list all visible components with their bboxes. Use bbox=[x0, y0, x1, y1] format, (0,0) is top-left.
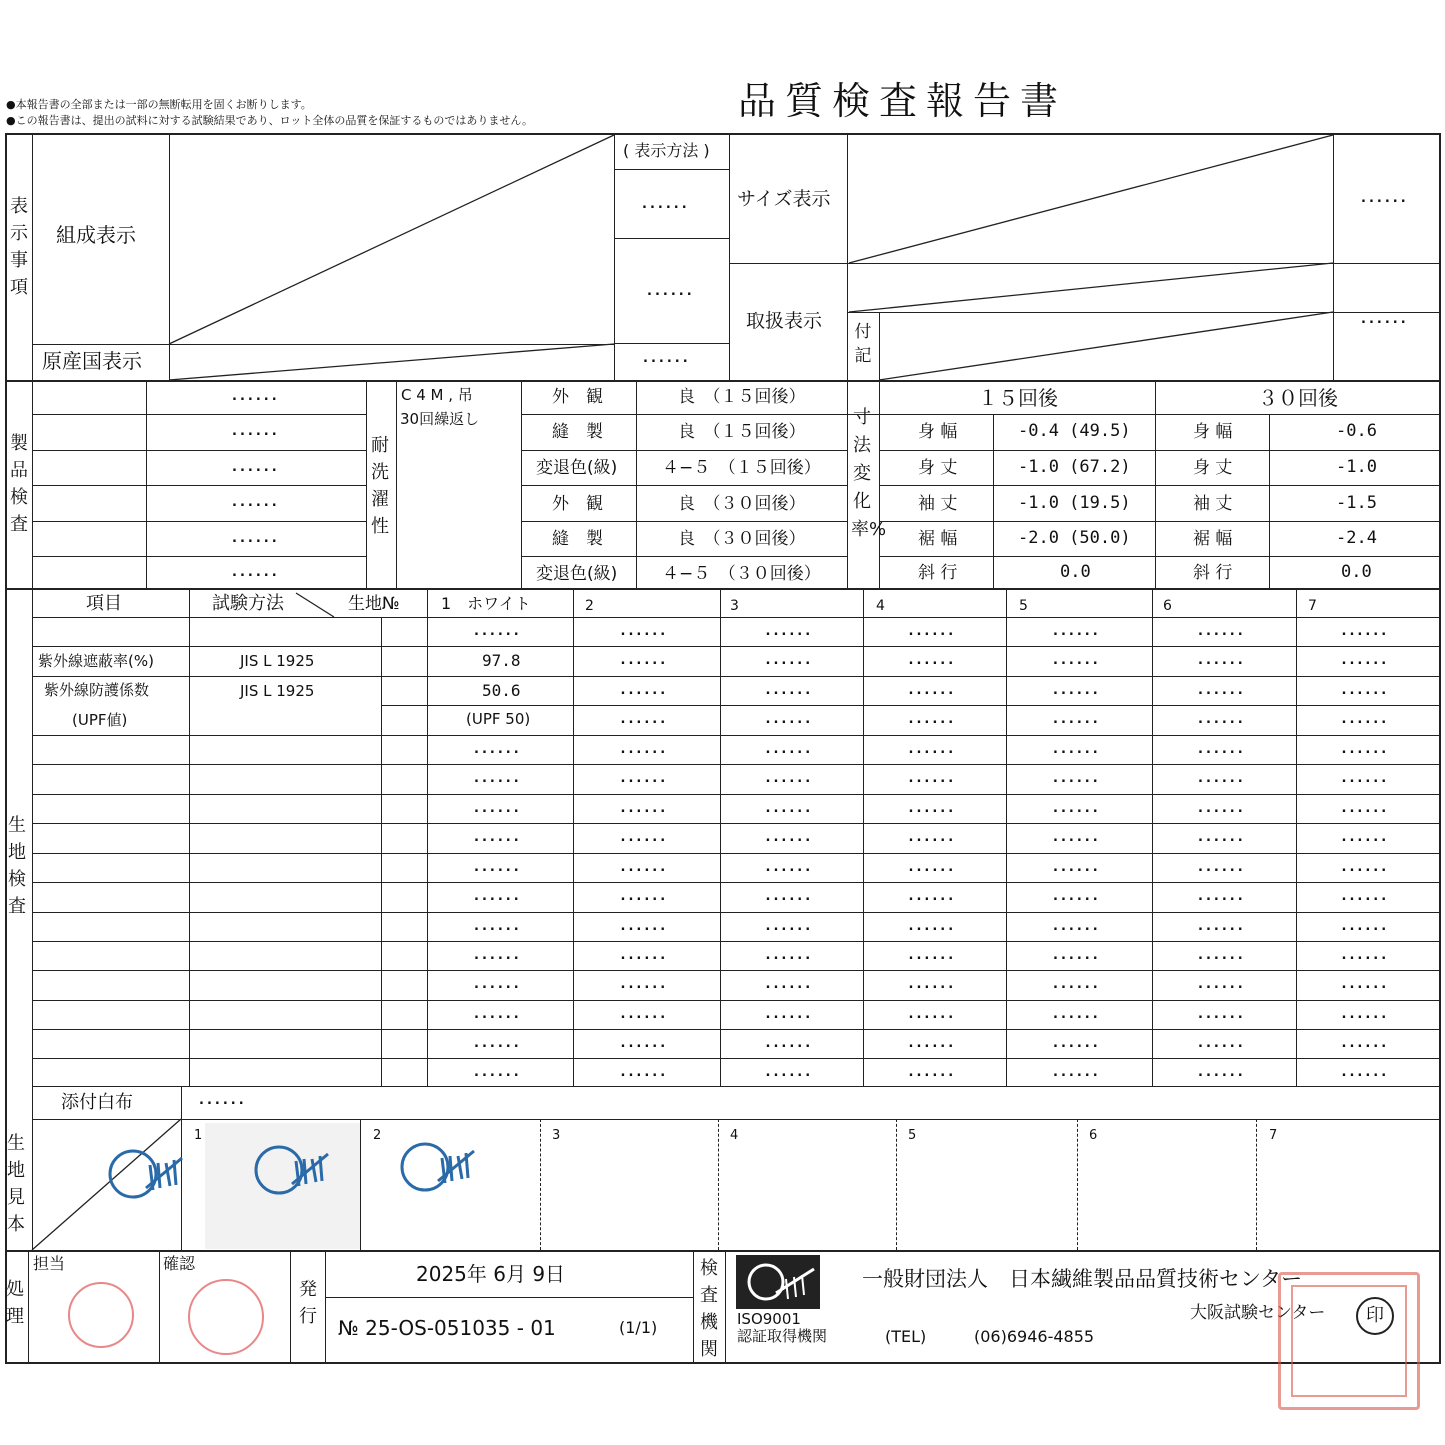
placeholder-dots: ...... bbox=[908, 948, 957, 963]
white-cloth-label: 添付白布 bbox=[61, 1092, 133, 1113]
section-label-fabric: 生地検査 bbox=[8, 815, 26, 917]
placeholder-dots: ...... bbox=[908, 712, 957, 727]
page-title: 品質検査報告書 bbox=[738, 79, 1068, 123]
placeholder-dots: ...... bbox=[1053, 919, 1101, 934]
placeholder-dots: ...... bbox=[1341, 830, 1390, 845]
tel-number: (06)6946-4855 bbox=[974, 1327, 1095, 1346]
uv-shield-method: JIS L 1925 bbox=[240, 652, 315, 670]
tel-label: (TEL) bbox=[885, 1327, 927, 1346]
placeholder-dots: ...... bbox=[765, 919, 814, 934]
placeholder-dots: ...... bbox=[1053, 830, 1101, 845]
dim-item-15: 袖 丈 bbox=[918, 494, 958, 514]
product-dots-6: ...... bbox=[232, 565, 280, 580]
sample-5-header: 5 bbox=[1019, 598, 1028, 614]
placeholder-dots: ...... bbox=[620, 801, 669, 816]
product-dots-4: ...... bbox=[232, 495, 280, 510]
sample-slot-7: 7 bbox=[1269, 1128, 1278, 1143]
sample-slot-2: 2 bbox=[373, 1128, 382, 1143]
placeholder-dots: ...... bbox=[1198, 830, 1246, 845]
placeholder-dots: ...... bbox=[474, 801, 522, 816]
placeholder-dots: ...... bbox=[474, 830, 522, 845]
placeholder-dots: ...... bbox=[765, 1036, 814, 1051]
organization-seal-stamp bbox=[1278, 1272, 1420, 1410]
placeholder-dots: ...... bbox=[1198, 801, 1246, 816]
placeholder-dots: ...... bbox=[908, 919, 957, 934]
placeholder-dots: ...... bbox=[1341, 712, 1390, 727]
product-dots-3: ...... bbox=[232, 460, 280, 475]
notice-2: ●この報告書は、提出の試料に対する試験結果であり、ロット全体の品質を保証するものではありません。 bbox=[6, 114, 534, 127]
dim-value-15: -1.0 (19.5) bbox=[1018, 493, 1131, 513]
dim-value-15: 0.0 bbox=[1060, 562, 1091, 582]
placeholder-dots: ...... bbox=[1198, 919, 1246, 934]
wash-item: 外 観 bbox=[552, 387, 603, 407]
display-dots-2: ...... bbox=[647, 284, 695, 299]
placeholder-dots: ...... bbox=[1198, 712, 1246, 727]
wash-result: ４−５ （３０回後） bbox=[662, 564, 821, 584]
placeholder-dots: ...... bbox=[908, 742, 957, 757]
wash-condition-1: C 4 M , 吊 bbox=[401, 386, 473, 404]
placeholder-dots: ...... bbox=[765, 653, 814, 668]
section-label-process: 処理 bbox=[6, 1279, 24, 1327]
product-dots-5: ...... bbox=[232, 531, 280, 546]
sample-3-header: 3 bbox=[730, 598, 739, 614]
uv-protection-value: 50.6 bbox=[482, 681, 521, 700]
placeholder-dots: ...... bbox=[474, 1007, 522, 1022]
placeholder-dots: ...... bbox=[765, 977, 814, 992]
placeholder-dots: ...... bbox=[1341, 683, 1390, 698]
in-charge-hanko bbox=[68, 1282, 134, 1348]
seal-glyph: 印 bbox=[1366, 1305, 1384, 1326]
iso-note: 認証取得機関 bbox=[737, 1327, 828, 1345]
care-dots: ...... bbox=[1361, 312, 1409, 327]
placeholder-dots: ...... bbox=[908, 830, 957, 845]
dim-value-30: -1.0 bbox=[1336, 457, 1377, 477]
uv-protection-method: JIS L 1925 bbox=[240, 682, 315, 700]
sample-slot-5: 5 bbox=[908, 1128, 917, 1143]
placeholder-dots: ...... bbox=[1198, 683, 1246, 698]
branch-name: 大阪試験センター bbox=[1190, 1303, 1326, 1323]
report-number: № 25-OS-051035 - 01 bbox=[338, 1316, 556, 1340]
origin-label: 原産国表示 bbox=[42, 349, 142, 373]
placeholder-dots: ...... bbox=[1198, 771, 1246, 786]
placeholder-dots: ...... bbox=[620, 624, 669, 639]
sample-1-header: 1 ホワイト bbox=[441, 594, 531, 613]
placeholder-dots: ...... bbox=[1053, 977, 1101, 992]
placeholder-dots: ...... bbox=[1053, 742, 1101, 757]
sample-4-header: 4 bbox=[876, 598, 885, 614]
placeholder-dots: ...... bbox=[765, 948, 814, 963]
placeholder-dots: ...... bbox=[1341, 1036, 1390, 1051]
sample-slot-4: 4 bbox=[730, 1128, 739, 1143]
placeholder-dots: ...... bbox=[1198, 653, 1246, 668]
placeholder-dots: ...... bbox=[908, 801, 957, 816]
placeholder-dots: ...... bbox=[620, 889, 669, 904]
placeholder-dots: ...... bbox=[1341, 742, 1390, 757]
qtec-logo-icon bbox=[736, 1255, 820, 1309]
composition-label: 組成表示 bbox=[56, 223, 136, 247]
dimension-header-15: １５回後 bbox=[978, 386, 1058, 410]
placeholder-dots: ...... bbox=[1341, 1007, 1390, 1022]
placeholder-dots: ...... bbox=[1053, 683, 1101, 698]
placeholder-dots: ...... bbox=[1198, 742, 1246, 757]
dim-value-30: -1.5 bbox=[1336, 493, 1377, 513]
wash-item: 変退色(級) bbox=[536, 564, 618, 584]
placeholder-dots: ...... bbox=[620, 977, 669, 992]
placeholder-dots: ...... bbox=[1053, 889, 1101, 904]
sample-2-header: 2 bbox=[585, 598, 594, 614]
col-item-header: 項目 bbox=[86, 593, 122, 614]
product-dots-2: ...... bbox=[232, 424, 280, 439]
dim-value-15: -1.0 (67.2) bbox=[1018, 457, 1131, 477]
issue-date: 2025年 6月 9日 bbox=[416, 1262, 566, 1286]
placeholder-dots: ...... bbox=[1198, 889, 1246, 904]
placeholder-dots: ...... bbox=[908, 624, 957, 639]
placeholder-dots: ...... bbox=[1341, 977, 1390, 992]
placeholder-dots: ...... bbox=[1341, 919, 1390, 934]
issue-label: 発行 bbox=[299, 1279, 317, 1327]
placeholder-dots: ...... bbox=[1198, 860, 1246, 875]
sample-6-header: 6 bbox=[1163, 598, 1172, 614]
col-method-header: 試験方法 bbox=[212, 593, 284, 614]
sample-slot-6: 6 bbox=[1089, 1128, 1098, 1143]
placeholder-dots: ...... bbox=[1053, 771, 1101, 786]
placeholder-dots: ...... bbox=[474, 771, 522, 786]
placeholder-dots: ...... bbox=[1341, 948, 1390, 963]
wash-condition-2: 30回繰返し bbox=[400, 410, 480, 428]
placeholder-dots: ...... bbox=[765, 712, 814, 727]
placeholder-dots: ...... bbox=[620, 1007, 669, 1022]
dim-value-15: -2.0 (50.0) bbox=[1018, 528, 1131, 548]
sample-slot-1: 1 bbox=[194, 1128, 203, 1143]
placeholder-dots: ...... bbox=[474, 889, 522, 904]
uv-shield-label: 紫外線遮蔽率(%) bbox=[38, 652, 154, 670]
placeholder-dots: ...... bbox=[908, 1065, 957, 1080]
placeholder-dots: ...... bbox=[765, 1007, 814, 1022]
placeholder-dots: ...... bbox=[620, 830, 669, 845]
upf-label: (UPF値) bbox=[72, 711, 128, 729]
section-label-sample: 生地見本 bbox=[7, 1133, 25, 1235]
placeholder-dots: ...... bbox=[1198, 977, 1246, 992]
placeholder-dots: ...... bbox=[908, 653, 957, 668]
placeholder-dots: ...... bbox=[1053, 801, 1101, 816]
size-display-label: サイズ表示 bbox=[737, 188, 831, 210]
dim-item-30: 斜 行 bbox=[1193, 563, 1233, 583]
dimension-change-label: 寸法変化率% bbox=[851, 407, 887, 540]
placeholder-dots: ...... bbox=[1053, 624, 1101, 639]
placeholder-dots: ...... bbox=[908, 1036, 957, 1051]
placeholder-dots: ...... bbox=[1198, 1007, 1246, 1022]
dim-item-15: 身 幅 bbox=[918, 422, 958, 442]
wash-item: 外 観 bbox=[552, 494, 603, 514]
placeholder-dots: ...... bbox=[1341, 653, 1390, 668]
white-cloth-dots: ...... bbox=[199, 1093, 247, 1108]
dim-item-30: 裾 幅 bbox=[1193, 529, 1233, 549]
placeholder-dots: ...... bbox=[1053, 860, 1101, 875]
dim-item-15: 裾 幅 bbox=[918, 529, 958, 549]
placeholder-dots: ...... bbox=[620, 1065, 669, 1080]
placeholder-dots: ...... bbox=[1341, 771, 1390, 786]
iso-label: ISO9001 bbox=[737, 1310, 801, 1328]
organization-name: 一般財団法人 日本繊維製品品質技術センター bbox=[862, 1267, 1303, 1291]
notice-1: ●本報告書の全部または一部の無断転用を固くお断りします。 bbox=[6, 98, 312, 111]
placeholder-dots: ...... bbox=[908, 1007, 957, 1022]
placeholder-dots: ...... bbox=[1198, 624, 1246, 639]
placeholder-dots: ...... bbox=[620, 683, 669, 698]
placeholder-dots: ...... bbox=[1341, 860, 1390, 875]
uv-shield-value: 97.8 bbox=[482, 651, 521, 670]
placeholder-dots: ...... bbox=[1053, 712, 1101, 727]
wash-item: 変退色(級) bbox=[536, 458, 618, 478]
agency-label: 検査機関 bbox=[700, 1258, 718, 1360]
sample-slot-3: 3 bbox=[552, 1128, 561, 1143]
placeholder-dots: ...... bbox=[474, 742, 522, 757]
placeholder-dots: ...... bbox=[474, 977, 522, 992]
wash-result: ４−５ （１５回後） bbox=[662, 458, 821, 478]
placeholder-dots: ...... bbox=[620, 948, 669, 963]
placeholder-dots: ...... bbox=[620, 653, 669, 668]
placeholder-dots: ...... bbox=[474, 624, 522, 639]
size-dots: ...... bbox=[1361, 191, 1409, 206]
placeholder-dots: ...... bbox=[474, 1065, 522, 1080]
confirm-label: 確認 bbox=[163, 1254, 196, 1273]
wash-result: 良 （３０回後） bbox=[678, 529, 806, 549]
dim-item-30: 袖 丈 bbox=[1193, 494, 1233, 514]
dim-value-30: -0.6 bbox=[1336, 421, 1377, 441]
placeholder-dots: ...... bbox=[765, 1065, 814, 1080]
dim-value-30: -2.4 bbox=[1336, 528, 1377, 548]
uv-protection-label: 紫外線防護係数 bbox=[44, 681, 150, 699]
in-charge-label: 担当 bbox=[33, 1254, 66, 1273]
placeholder-dots: ...... bbox=[1053, 1065, 1101, 1080]
placeholder-dots: ...... bbox=[474, 948, 522, 963]
display-dots-1: ...... bbox=[642, 197, 690, 212]
wash-result: 良 （１５回後） bbox=[678, 387, 806, 407]
placeholder-dots: ...... bbox=[1198, 948, 1246, 963]
placeholder-dots: ...... bbox=[620, 742, 669, 757]
placeholder-dots: ...... bbox=[1198, 1065, 1246, 1080]
placeholder-dots: ...... bbox=[908, 889, 957, 904]
placeholder-dots: ...... bbox=[1198, 1036, 1246, 1051]
dim-item-15: 身 丈 bbox=[918, 458, 958, 478]
page-count: (1/1) bbox=[619, 1318, 658, 1337]
wash-result: 良 （３０回後） bbox=[678, 494, 806, 514]
placeholder-dots: ...... bbox=[765, 889, 814, 904]
placeholder-dots: ...... bbox=[1053, 948, 1101, 963]
placeholder-dots: ...... bbox=[765, 683, 814, 698]
qtec-seal-icon bbox=[256, 1147, 328, 1193]
placeholder-dots: ...... bbox=[474, 919, 522, 934]
wash-durability-label: 耐洗濯性 bbox=[371, 435, 389, 537]
wash-item: 縫 製 bbox=[552, 422, 603, 442]
placeholder-dots: ...... bbox=[765, 830, 814, 845]
placeholder-dots: ...... bbox=[620, 771, 669, 786]
wash-result: 良 （１５回後） bbox=[678, 422, 806, 442]
placeholder-dots: ...... bbox=[1053, 1007, 1101, 1022]
display-method-label: ( 表示方法 ) bbox=[623, 141, 710, 160]
placeholder-dots: ...... bbox=[1053, 653, 1101, 668]
sample-7-header: 7 bbox=[1308, 598, 1317, 614]
placeholder-dots: ...... bbox=[908, 771, 957, 786]
wash-item: 縫 製 bbox=[552, 529, 603, 549]
placeholder-dots: ...... bbox=[1341, 889, 1390, 904]
dim-item-15: 斜 行 bbox=[918, 563, 958, 583]
placeholder-dots: ...... bbox=[908, 977, 957, 992]
placeholder-dots: ...... bbox=[620, 919, 669, 934]
upf-value: (UPF 50) bbox=[466, 710, 531, 728]
placeholder-dots: ...... bbox=[765, 624, 814, 639]
dim-value-15: -0.4 (49.5) bbox=[1018, 421, 1131, 441]
placeholder-dots: ...... bbox=[620, 712, 669, 727]
section-label-product: 製品検査 bbox=[10, 433, 28, 535]
placeholder-dots: ...... bbox=[908, 860, 957, 875]
qtec-seal-icon bbox=[402, 1144, 474, 1190]
dimension-header-30: ３０回後 bbox=[1258, 386, 1338, 410]
attached-note-label: 付記 bbox=[854, 322, 872, 366]
placeholder-dots: ...... bbox=[765, 801, 814, 816]
qtec-seal-icon bbox=[110, 1151, 182, 1197]
dim-item-30: 身 丈 bbox=[1193, 458, 1233, 478]
col-no-header: 生地№ bbox=[348, 594, 400, 614]
placeholder-dots: ...... bbox=[765, 771, 814, 786]
placeholder-dots: ...... bbox=[765, 860, 814, 875]
placeholder-dots: ...... bbox=[474, 1036, 522, 1051]
placeholder-dots: ...... bbox=[620, 1036, 669, 1051]
dim-item-30: 身 幅 bbox=[1193, 422, 1233, 442]
care-display-label: 取扱表示 bbox=[746, 310, 823, 332]
section-label-labeling: 表示事項 bbox=[10, 196, 28, 298]
confirm-hanko bbox=[188, 1279, 264, 1355]
placeholder-dots: ...... bbox=[474, 860, 522, 875]
placeholder-dots: ...... bbox=[908, 683, 957, 698]
placeholder-dots: ...... bbox=[620, 860, 669, 875]
product-dots-1: ...... bbox=[232, 389, 280, 404]
display-dots-3: ...... bbox=[643, 351, 691, 366]
placeholder-dots: ...... bbox=[1341, 1065, 1390, 1080]
dim-value-30: 0.0 bbox=[1341, 562, 1372, 582]
placeholder-dots: ...... bbox=[1053, 1036, 1101, 1051]
placeholder-dots: ...... bbox=[1341, 624, 1390, 639]
placeholder-dots: ...... bbox=[1341, 801, 1390, 816]
placeholder-dots: ...... bbox=[765, 742, 814, 757]
